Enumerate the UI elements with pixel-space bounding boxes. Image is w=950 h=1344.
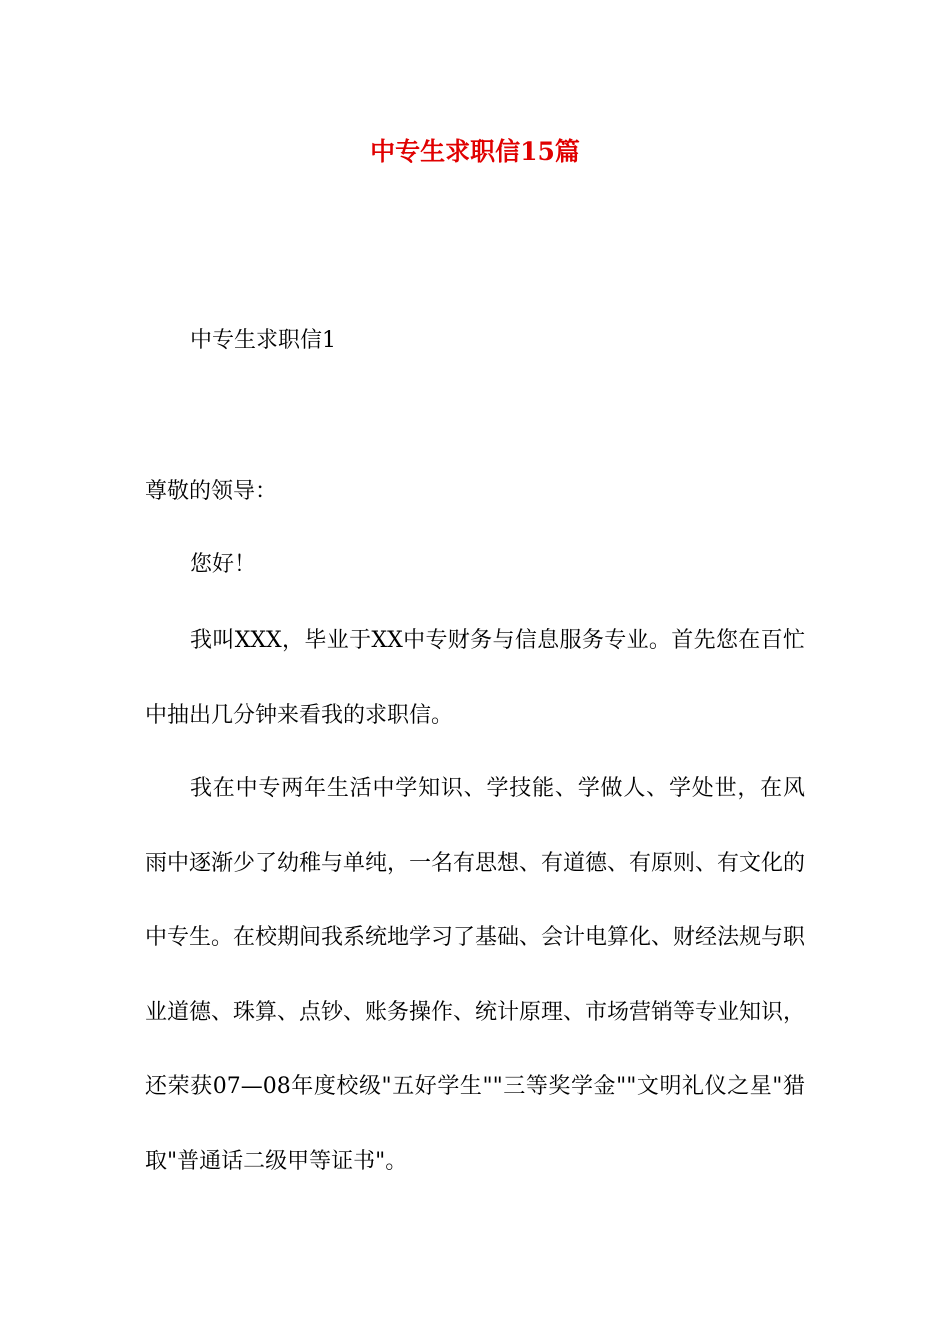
body-paragraph: 我叫XXX，毕业于XX中专财务与信息服务专业。首先您在百忙中抽出几分钟来看我的求职信。 bbox=[145, 628, 805, 728]
greeting: 您好！ bbox=[190, 552, 257, 577]
body-paragraph: 我在中专两年生活中学知识、学技能、学做人、学处世，在风雨中逐渐少了幼稚与单纯，一名有思想、有道德、有原则、有文化的中专生。在校期间我系统地学习了基础、会计电算化、财经法规与职业道德、珠算、点钞、账务操作、统计原理、市场营销等专业知识，还荣获07—08年度校级"五好学生""三等奖学金""文明礼仪之星"猎取"普通话二级甲等证书"。 bbox=[145, 776, 806, 1174]
section-heading: 中专生求职信1 bbox=[190, 328, 336, 353]
document-title: 中专生求职信15篇 bbox=[370, 137, 580, 166]
salutation: 尊敬的领导： bbox=[145, 479, 278, 504]
